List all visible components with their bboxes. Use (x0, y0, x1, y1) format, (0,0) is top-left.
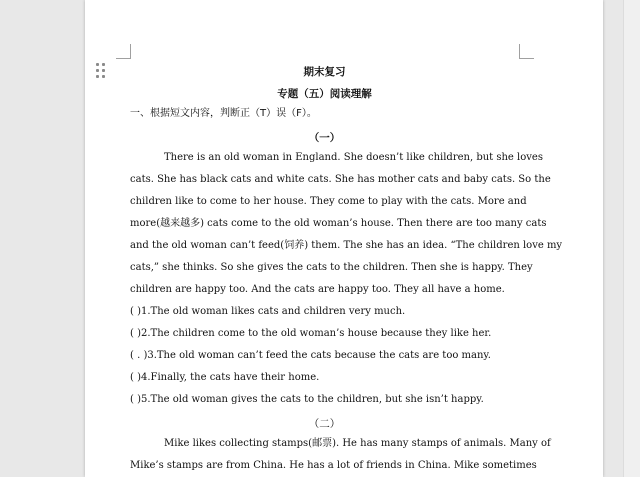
passage1-line: cats,” she thinks. So she gives the cats to the children. Then she is happy. They (130, 262, 533, 273)
question-item: ( )2.The children come to the old woman’s house because they like her. (130, 328, 492, 339)
question-item: ( )4.Finally, the cats have their home. (130, 372, 320, 383)
passage1-line: and the old woman can’t feed(饲养) them. The she has an idea. “The children love my (130, 240, 563, 251)
passage1-line: cats. She has black cats and white cats. She has mother cats and baby cats. So the (130, 174, 551, 185)
page-subtitle: 专题（五）阅读理解 (277, 88, 372, 100)
section2-heading: （二） (308, 418, 341, 430)
passage1-line: children are happy too. And the cats are happy too. They all have a home. (130, 284, 505, 295)
passage2-line: Mike likes collecting stamps(邮票). He has many stamps of animals. Many of (164, 438, 551, 449)
passage1-line: There is an old woman in England. She doesn’t like children, but she loves (164, 152, 543, 163)
passage1-line: children like to come to her house. They come to play with the cats. More and (130, 196, 527, 207)
question-item: ( )5.The old woman gives the cats to the children, but she isn’t happy. (130, 394, 484, 405)
question-item: ( . )3.The old woman can’t feed the cats because the cats are too many. (130, 350, 491, 361)
passage2-line: Mike’s stamps are from China. He has a lot of friends in China. Mike sometimes (130, 460, 537, 471)
instruction: 一、根据短文内容，判断正（T）误（F）。 (130, 108, 317, 119)
vertical-scrollbar[interactable] (623, 0, 640, 477)
passage1-line: more(越来越多) cats come to the old woman’s house. Then there are too many cats (130, 218, 547, 229)
question-item: ( )1.The old woman likes cats and children very much. (130, 306, 406, 317)
margin-corner-top-left (116, 44, 131, 59)
margin-corner-top-right (519, 44, 534, 59)
section1-heading: （一） (308, 132, 341, 144)
drag-handle-icon[interactable] (96, 63, 106, 79)
document-page (85, 0, 603, 477)
page-title: 期末复习 (303, 66, 346, 78)
